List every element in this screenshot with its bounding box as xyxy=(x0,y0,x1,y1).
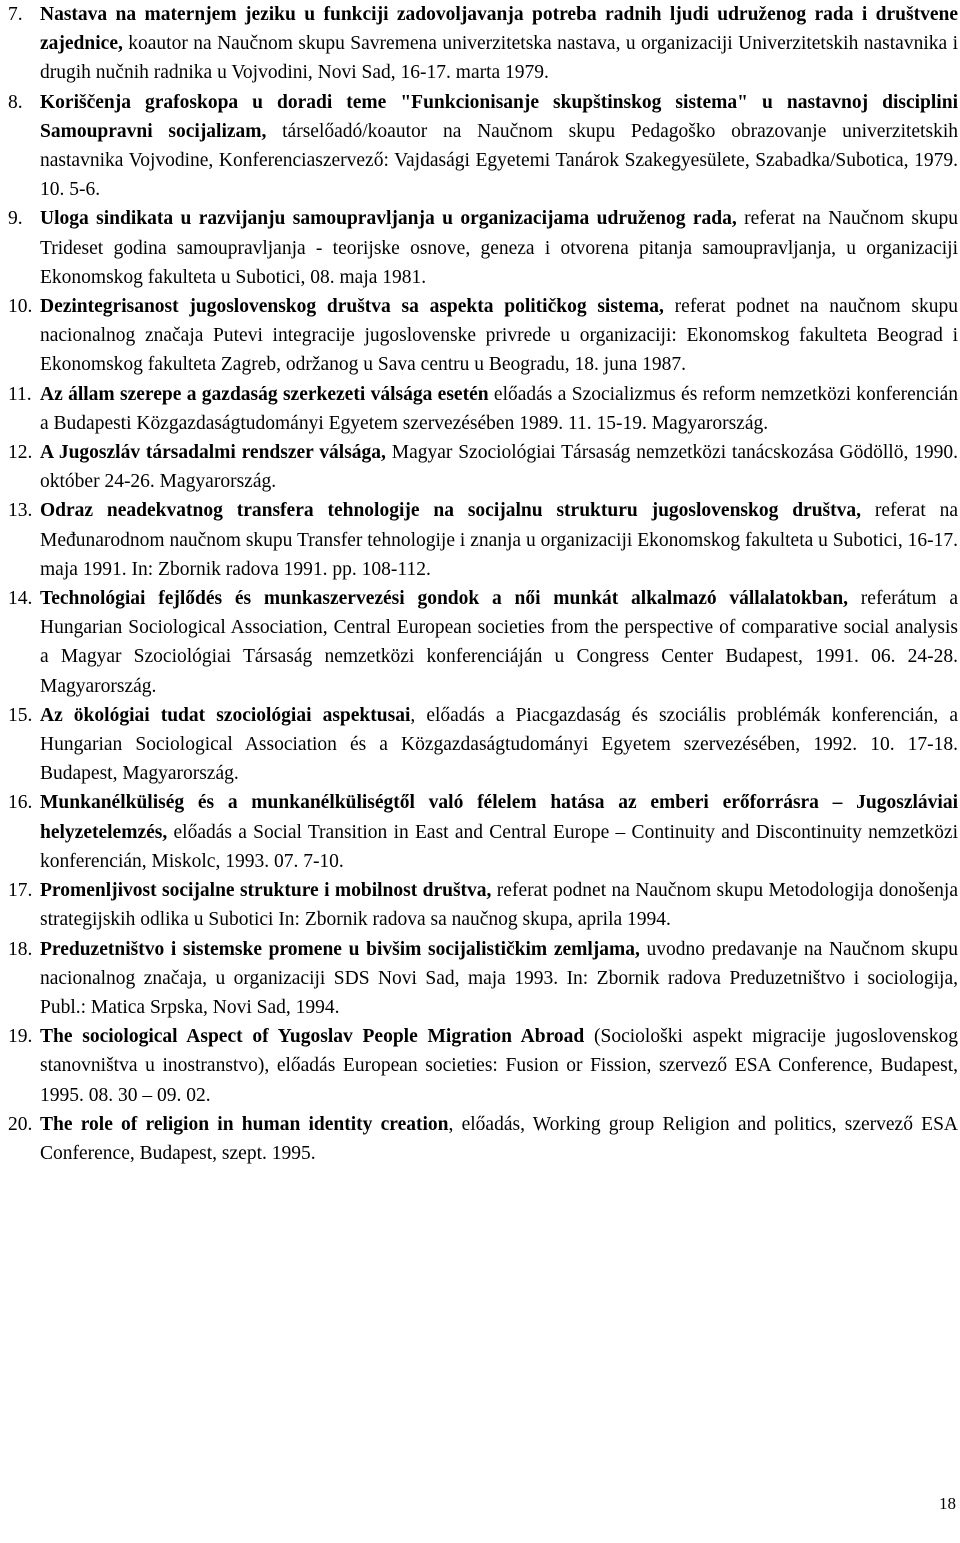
entry-number: 17. xyxy=(8,880,33,902)
entry-title: Dezintegrisanost jugoslovenskog društva sa aspekta političkog sistema, xyxy=(40,296,664,318)
entry-details: előadás a Szocializmus és reform nemzetközi konferencián a Budapesti Közgazdaságtudományi Egyetem szervezésében 1989. 11. 15-19. Magyarország. xyxy=(40,383,959,434)
entry-text xyxy=(40,380,958,438)
list-item xyxy=(8,1022,958,1110)
entry-title: Nastava na maternjem jeziku u funkciji zadovoljavanja potreba radnih ljudi udruženog rada i društvene zajednice, xyxy=(40,4,958,55)
entry-details: referat podnet na Naučnom skupu Metodologija donošenja strategijskih odlika u Subotici In: Zbornik radova sa naučnog skupa, aprila 1994. xyxy=(40,880,958,931)
list-item xyxy=(8,1110,958,1168)
entry-text xyxy=(40,496,958,584)
entry-number: 20. xyxy=(8,1113,33,1135)
entry-number: 9. xyxy=(8,208,23,230)
entry-number: 14. xyxy=(8,588,33,610)
entry-title: Az ökológiai tudat szociológiai aspektusai xyxy=(40,704,411,726)
list-item xyxy=(8,292,958,380)
entry-details: referat na Međunarodnom naučnom skupu Transfer tehnologije i znanja u organizaciji Ekonomskog fakulteta u Subotici, 16-17. maja 1991. In: Zbornik radova 1991. pp. 108-112. xyxy=(40,500,958,580)
entry-number: 18. xyxy=(8,938,33,960)
entry-title: A Jugoszláv társadalmi rendszer válsága, xyxy=(40,442,386,464)
entry-text xyxy=(40,88,958,205)
entry-number: 10. xyxy=(8,296,33,318)
entry-number: 16. xyxy=(8,792,33,814)
entry-details: referat podnet na naučnom skupu nacionalnog značaja Putevi integracije jugoslovenske privrede u organizaciji: Ekonomskog fakulteta Beograd i Ekonomskog fakulteta Zagreb, održanog u Sava centru u Beogradu, 18. juna 1987. xyxy=(40,296,958,376)
entry-text xyxy=(40,292,958,380)
entry-text xyxy=(40,204,958,292)
entry-title: Technológiai fejlődés és munkaszervezési gondok a női munkát alkalmazó vállalatokban, xyxy=(40,588,849,610)
entry-text xyxy=(40,876,958,934)
entry-title: The role of religion in human identity creation xyxy=(40,1113,449,1135)
list-item xyxy=(8,496,958,584)
entry-details: előadás a Social Transition in East and Central Europe – Continuity and Discontinuity nemzetközi konferencián, Miskolc, 1993. 07. 7-10. xyxy=(40,821,958,872)
entry-title: Az állam szerepe a gazdaság szerkezeti válsága esetén xyxy=(40,383,489,405)
entry-number: 13. xyxy=(8,500,33,522)
entry-title: The sociological Aspect of Yugoslav People Migration Abroad xyxy=(40,1026,585,1048)
entry-title: Uloga sindikata u razvijanju samoupravljanja u organizacijama udruženog rada, xyxy=(40,208,737,230)
list-item xyxy=(8,584,958,701)
entry-details: (Sociološki aspekt migracije jugoslovenskog stanovništva u inostranstvo), előadás European societies: Fusion or Fission, szervező ESA Conference, Budapest, 1995. 08. 30 – 09. 02. xyxy=(40,1026,958,1106)
entry-title: Preduzetništvo i sistemske promene u bivšim socijalističkim zemljama, xyxy=(40,938,640,960)
page-number: 18 xyxy=(939,1494,956,1513)
publication-list xyxy=(8,0,958,1168)
entry-text xyxy=(40,438,958,496)
entry-title: Munkanélküliség és a munkanélküliségtől való félelem hatása az emberi erőforrásra – Jugoszláviai helyzetelemzés, xyxy=(40,792,958,843)
entry-number: 7. xyxy=(8,4,23,25)
list-item xyxy=(8,380,958,438)
entry-details: referátum a Hungarian Sociological Association, Central European societies from the perspective of comparative social analysis a Magyar Szociológiai Társaság nemzetközi konferenciáján u Congress Center Budapest, 1991. 06. 24-28. Magyarország. xyxy=(40,588,958,697)
entry-text xyxy=(40,935,958,1023)
list-item xyxy=(8,788,958,876)
list-item xyxy=(8,876,958,934)
entry-title: Odraz neadekvatnog transfera tehnologije na socijalnu strukturu jugoslovenskog društva, xyxy=(40,500,862,522)
entry-number: 19. xyxy=(8,1026,33,1048)
list-item xyxy=(8,204,958,292)
list-item xyxy=(8,0,958,88)
entry-text xyxy=(40,1110,958,1168)
list-item xyxy=(8,88,958,205)
entry-number: 8. xyxy=(8,91,23,113)
entry-text xyxy=(40,0,958,88)
entry-details: Magyar Szociológiai Társaság nemzetközi tanácskozása Gödöllö, 1990. október 24-26. Magyarország. xyxy=(40,442,959,493)
entry-details: , előadás a Piacgazdaság és szociális problémák konferencián, a Hungarian Sociological Association és a Közgazdaságtudományi Egyetem szervezésében, 1992. 10. 17-18. Budapest, Magyarország. xyxy=(40,704,958,785)
entry-number: 15. xyxy=(8,704,33,726)
entry-details: uvodno predavanje na Naučnom skupu nacionalnog značaja, u organizaciji SDS Novi Sad, maja 1993. In: Zbornik radova Preduzetništvo i sociologija, Publ.: Matica Srpska, Novi Sad, 1994. xyxy=(40,938,958,1018)
entry-details: koautor na Naučnom skupu Savremena univerzitetska nastava, u organizaciji Univerzitetskih nastavnika i drugih nučnih radnika u Vojvodini, Novi Sad, 16-17. marta 1979. xyxy=(40,33,958,84)
list-item xyxy=(8,438,958,496)
entry-details: referat na Naučnom skupu Trideset godina samoupravljanja - teorijske osnove, geneza i otvorena pitanja samoupravljanja, u organizaciji Ekonomskog fakulteta u Subotici, 08. maja 1981. xyxy=(40,208,959,288)
entry-details: , előadás, Working group Religion and politics, szervező ESA Conference, Budapest, szept. 1995. xyxy=(40,1113,958,1164)
entry-text xyxy=(40,701,958,789)
entry-title: Koriščenja grafoskopa u doradi teme "Funkcionisanje skupštinskog sistema" u nastavnoj disciplini Samoupravni socijalizam, xyxy=(40,91,958,142)
entry-text xyxy=(40,1022,958,1110)
entry-title: Promenljivost socijalne strukture i mobilnost društva, xyxy=(40,880,492,902)
list-item xyxy=(8,935,958,1023)
list-item xyxy=(8,701,958,789)
entry-number: 11. xyxy=(8,383,32,405)
entry-details: társelőadó/koautor na Naučnom skupu Pedagoško obrazovanje univerzitetskih nastavnika Vojvodine, Konferenciaszervező: Vajdasági Egyetemi Tanárok Szakegyesülete, Szabadka/Subotica, 1979. 10. 5-6. xyxy=(40,120,958,201)
entry-number: 12. xyxy=(8,442,33,464)
entry-text xyxy=(40,788,958,876)
entry-text xyxy=(40,584,958,701)
